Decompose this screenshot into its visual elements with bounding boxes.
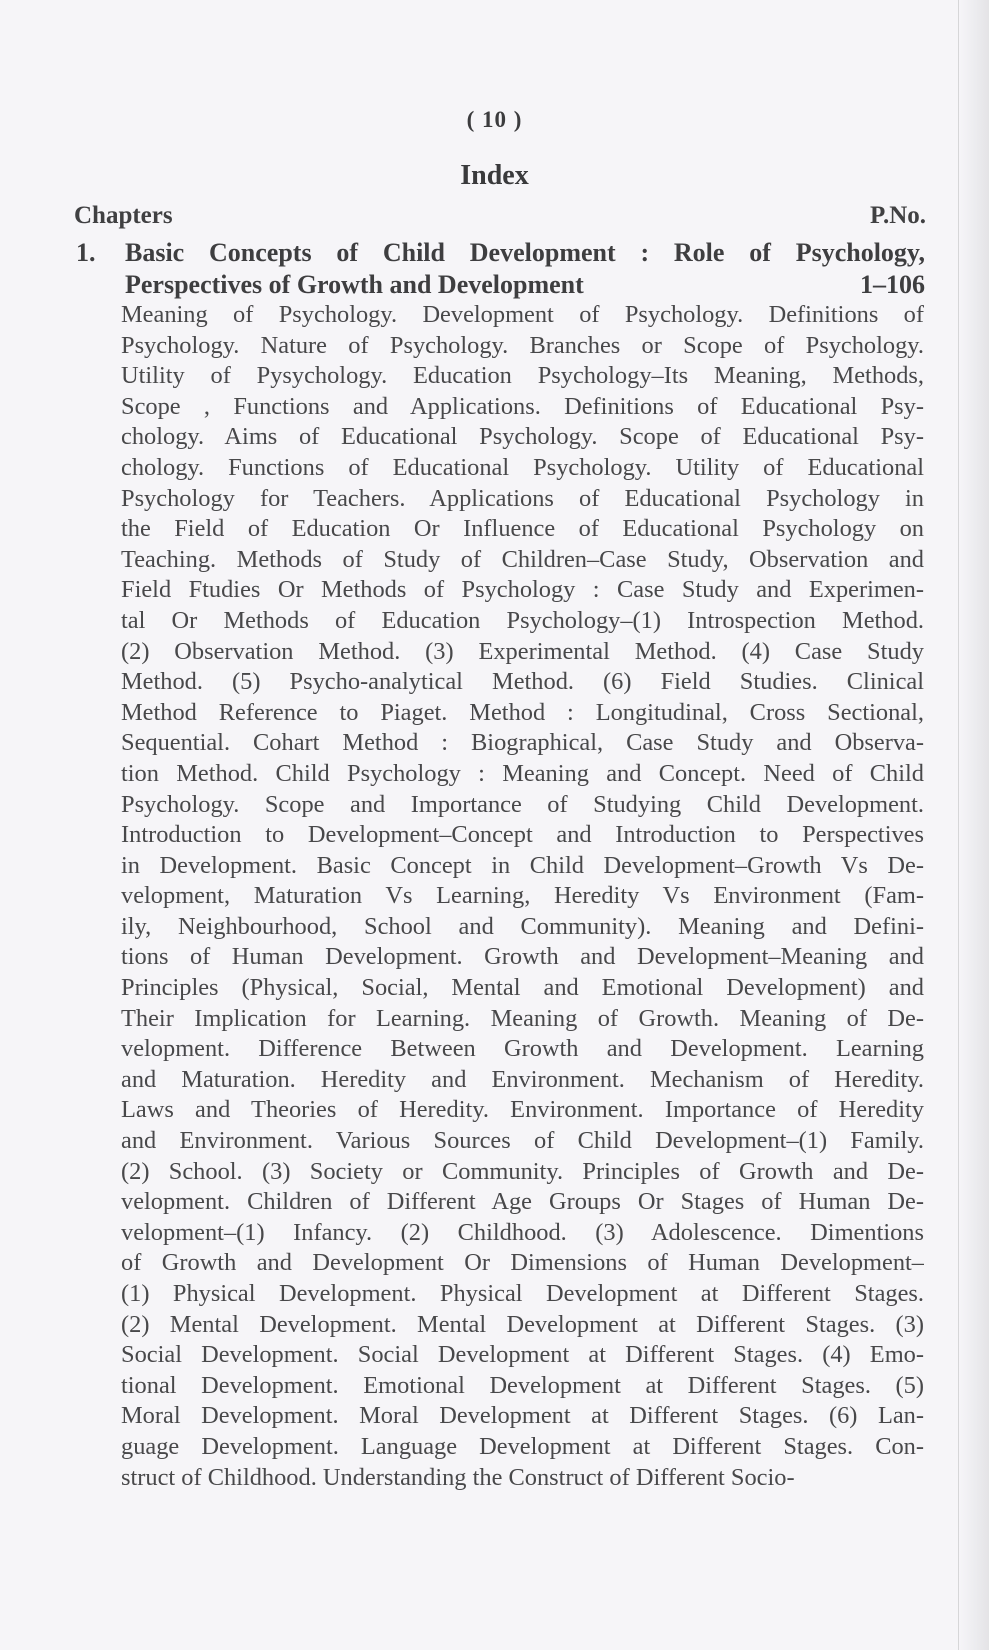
contents-line: Sequential. Cohart Method : Biographical, Case Study and Observa- (121, 729, 924, 757)
contents-line: chology. Aims of Educational Psychology. Scope of Educational Psy- (121, 423, 924, 451)
contents-line: velopment–(1) Infancy. (2) Childhood. (3) Adolescence. Dimentions (121, 1218, 924, 1246)
contents-line: Method Reference to Piaget. Method : Longitudinal, Cross Sectional, (121, 698, 924, 726)
contents-line: of Growth and Development Or Dimensions of Human Development– (121, 1249, 924, 1277)
chapters-column-label: Chapters (74, 202, 173, 229)
contents-line: velopment, Maturation Vs Learning, Heredity Vs Environment (Fam- (121, 882, 924, 910)
contents-line: (2) Mental Development. Mental Development at Different Stages. (3) (121, 1310, 924, 1338)
contents-line: velopment. Difference Between Growth and Development. Learning (121, 1035, 924, 1063)
contents-line: in Development. Basic Concept in Child Development–Growth Vs De- (121, 851, 924, 879)
contents-line: tions of Human Development. Growth and Development–Meaning and (121, 943, 924, 971)
contents-line: (1) Physical Development. Physical Development at Different Stages. (121, 1280, 924, 1307)
contents-line: Laws and Theories of Heredity. Environment. Importance of Heredity (121, 1096, 924, 1124)
contents-line: tion Method. Child Psychology : Meaning and Concept. Need of Child (121, 759, 924, 787)
contents-line: the Field of Education Or Influence of Educational Psychology on (121, 515, 924, 543)
chapter-title-line-1-text: Basic Concepts of Child Development : Role of Psychology, (125, 238, 925, 267)
contents-line: guage Development. Language Development at Different Stages. Con- (121, 1432, 924, 1460)
chapter-title-line-1 (125, 238, 925, 272)
page-title: Index (460, 160, 529, 191)
contents-line: tional Development. Emotional Development at Different Stages. (5) (121, 1371, 924, 1399)
chapter-title-line-2 (125, 270, 925, 304)
contents-line: Utility of Pysychology. Education Psychology–Its Meaning, Methods, (121, 362, 924, 390)
page-number: ( 10 ) (466, 107, 523, 132)
contents-line: Introduction to Development–Concept and Introduction to Perspectives (121, 821, 924, 849)
contents-line: Field Ftudies Or Methods of Psychology : Case Study and Experimen- (121, 576, 924, 604)
contents-line: velopment. Children of Different Age Groups Or Stages of Human De- (121, 1188, 924, 1216)
index-header-row (74, 202, 926, 236)
page-edge-shadow (959, 0, 989, 1650)
page-no-column-label: P.No. (869, 202, 926, 229)
page-edge-line (958, 0, 959, 1650)
contents-line: chology. Functions of Educational Psychology. Utility of Educational (121, 453, 924, 481)
contents-line: Meaning of Psychology. Development of Psychology. Definitions of (121, 301, 924, 328)
contents-line: Moral Development. Moral Development at Different Stages. (6) Lan- (121, 1402, 924, 1430)
chapter-page-range: 1–106 (860, 270, 925, 299)
contents-line: (2) Observation Method. (3) Experimental Method. (4) Case Study (121, 637, 924, 665)
contents-line: Psychology. Scope and Importance of Studying Child Development. (121, 790, 924, 818)
contents-line: and Maturation. Heredity and Environment. Mechanism of Heredity. (121, 1065, 924, 1093)
contents-line: Teaching. Methods of Study of Children–Case Study, Observation and (121, 545, 924, 573)
contents-line: Their Implication for Learning. Meaning of Growth. Meaning of De- (121, 1004, 924, 1032)
chapter-contents (121, 300, 924, 1493)
contents-line: ily, Neighbourhood, School and Community). Meaning and Defini- (121, 912, 924, 940)
contents-line: tal Or Methods of Education Psychology–(1) Introspection Method. (121, 606, 924, 634)
contents-line: Scope , Functions and Applications. Definitions of Educational Psy- (121, 392, 924, 420)
contents-line: (2) School. (3) Society or Community. Principles of Growth and De- (121, 1157, 924, 1185)
contents-line: struct of Childhood. Understanding the Construct of Different Socio- (121, 1463, 795, 1491)
chapter-title-line-2-text: Perspectives of Growth and Development (125, 270, 584, 299)
contents-line: and Environment. Various Sources of Child Development–(1) Family. (121, 1127, 924, 1155)
contents-line: Principles (Physical, Social, Mental and Emotional Development) and (121, 974, 924, 1002)
chapter-number: 1. (76, 238, 96, 267)
contents-line: Social Development. Social Development at Different Stages. (4) Emo- (121, 1341, 924, 1369)
contents-line: Psychology. Nature of Psychology. Branches or Scope of Psychology. (121, 331, 924, 359)
contents-line: Psychology for Teachers. Applications of Educational Psychology in (121, 484, 924, 512)
contents-line: Method. (5) Psycho-analytical Method. (6) Field Studies. Clinical (121, 668, 924, 696)
